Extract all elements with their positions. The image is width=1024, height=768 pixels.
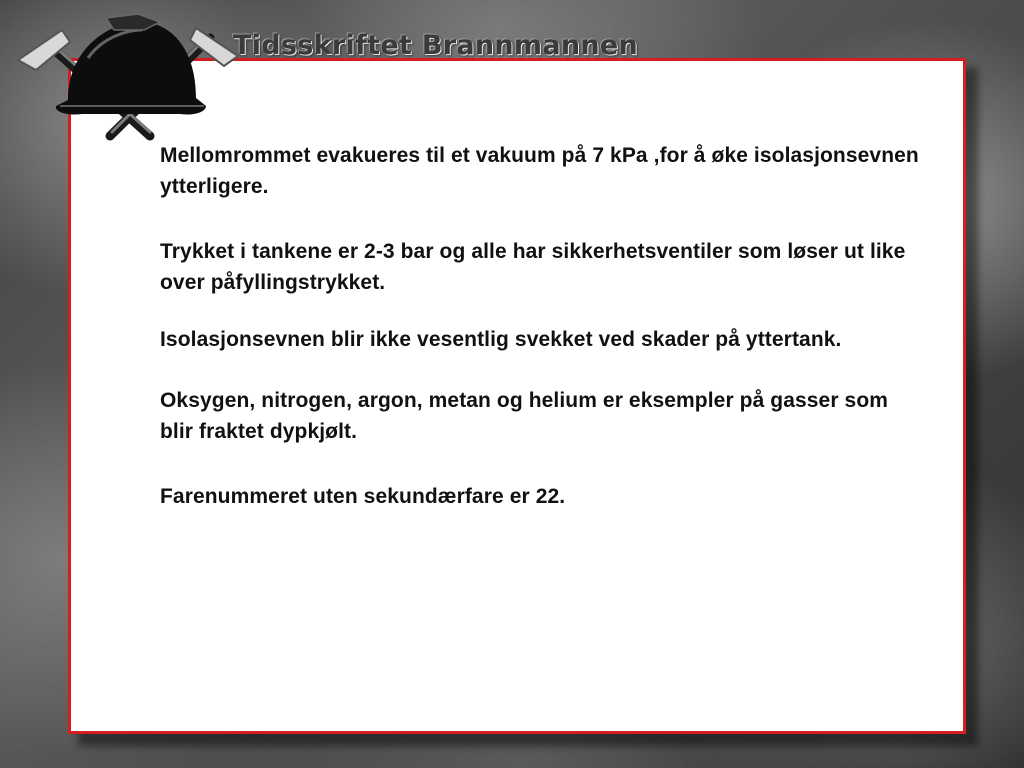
paragraph-hazard-number: Farenummeret uten sekundærfare er 22.	[160, 485, 566, 508]
brand-title: Tidsskriftet Brannmannen	[233, 30, 639, 61]
fire-helmet-axes-icon	[10, 8, 250, 143]
paragraph-pressure: Trykket i tankene er 2-3 bar og alle har sikkerhetsventiler som løser ut like over påfyllingstrykket.	[160, 240, 906, 294]
paragraph-insulation: Isolasjonsevnen blir ikke vesentlig svekket ved skader på yttertank.	[160, 328, 842, 351]
paragraph-gases: Oksygen, nitrogen, argon, metan og helium er eksempler på gasser som blir fraktet dypkjølt.	[160, 389, 889, 443]
paragraph-vacuum: Mellomrommet evakueres til et vakuum på 7 kPa ,for å øke isolasjonsevnen ytterligere.	[160, 144, 919, 198]
slide-content	[160, 140, 920, 512]
